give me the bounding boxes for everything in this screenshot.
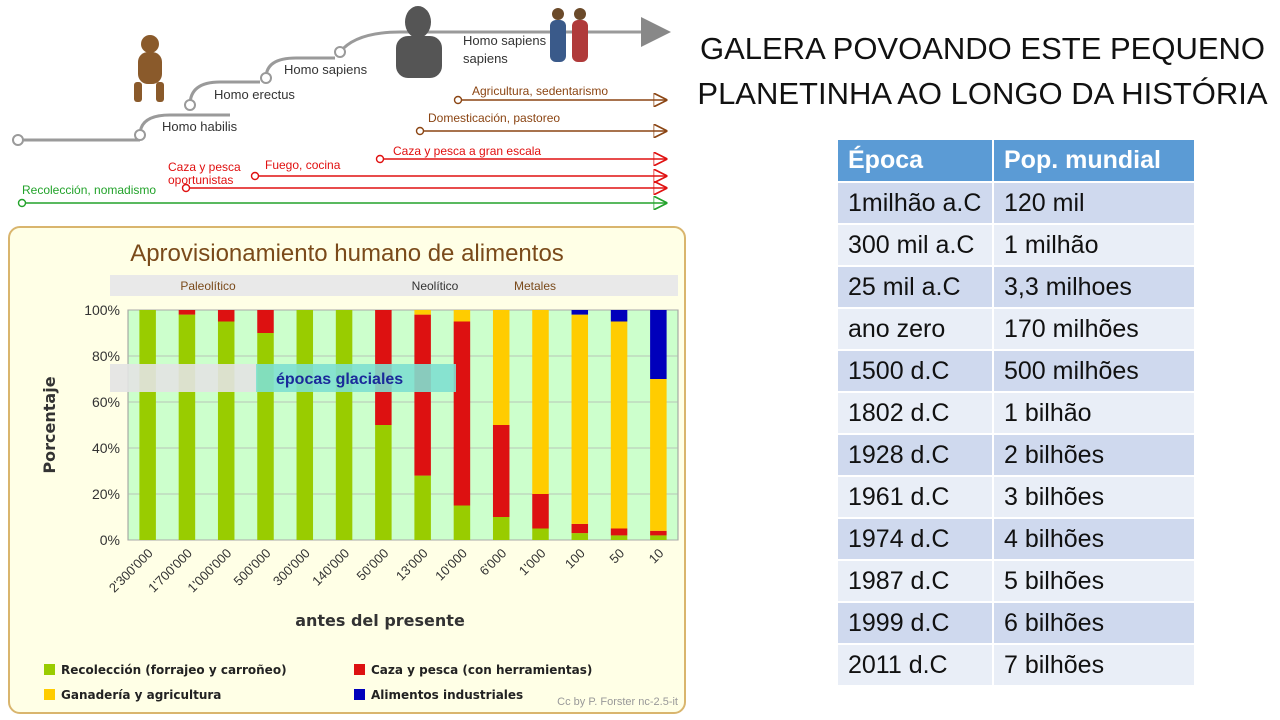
table-cell-population: 3 bilhões <box>993 476 1195 518</box>
slide-title-line: GALERA POVOANDO ESTE PEQUENO <box>699 31 1266 66</box>
bar-segment <box>493 517 510 540</box>
bar-segment <box>611 529 628 536</box>
activity-label: Fuego, cocina <box>265 158 341 172</box>
slide-title-line: PLANETINHA AO LONGO DA HISTÓRIA <box>697 76 1268 111</box>
x-tick-label: 300'000 <box>269 545 313 589</box>
food-supply-chart <box>8 226 686 714</box>
period-label: Paleolítico <box>180 279 236 293</box>
bar-segment <box>454 310 471 322</box>
bar-segment <box>572 524 589 533</box>
table-row <box>837 308 1195 350</box>
legend-label: Recolección (forrajeo y carroñeo) <box>61 663 287 677</box>
legend-label: Ganadería y agricultura <box>61 688 222 702</box>
table-row <box>837 476 1195 518</box>
bar-segment <box>611 310 628 322</box>
bar-segment <box>650 535 667 540</box>
species-label: Homo habilis <box>162 119 238 134</box>
activity-start-node <box>417 128 424 135</box>
table-row <box>837 602 1195 644</box>
table-cell-epoch: 1974 d.C <box>837 518 993 560</box>
bar-segment <box>454 322 471 506</box>
bar-segment <box>572 310 589 315</box>
legend-swatch <box>44 664 55 675</box>
evolution-timeline <box>0 0 690 220</box>
bar-segment <box>611 535 628 540</box>
x-tick-label: 1'000 <box>515 545 549 579</box>
table-cell-population: 7 bilhões <box>993 644 1195 686</box>
table-row <box>837 350 1195 392</box>
population-table <box>836 138 1196 687</box>
x-tick-label: 1'700'000 <box>145 545 196 596</box>
x-tick-label: 10 <box>645 545 667 567</box>
slide-title <box>690 26 1275 116</box>
bar-segment <box>650 310 667 379</box>
activity-label: Domesticación, pastoreo <box>428 111 561 125</box>
table-cell-population: 2 bilhões <box>993 434 1195 476</box>
bar-segment <box>336 310 353 540</box>
table-row <box>837 560 1195 602</box>
activity-start-node <box>377 156 384 163</box>
species-label: sapiens <box>463 51 508 66</box>
table-cell-epoch: 300 mil a.C <box>837 224 993 266</box>
table-cell-epoch: 2011 d.C <box>837 644 993 686</box>
bar-segment <box>650 531 667 536</box>
bar-segment <box>414 476 431 540</box>
timeline-node <box>261 73 271 83</box>
bar-segment <box>414 310 431 315</box>
activity-label: Recolección, nomadismo <box>22 183 157 197</box>
bar-segment <box>572 315 589 524</box>
bar-segment <box>218 310 235 322</box>
table-cell-epoch: 25 mil a.C <box>837 266 993 308</box>
bar-segment <box>139 310 156 540</box>
table-cell-population: 1 milhão <box>993 224 1195 266</box>
table-cell-epoch: 1928 d.C <box>837 434 993 476</box>
legend-label: Caza y pesca (con herramientas) <box>371 663 593 677</box>
table-cell-epoch: 1802 d.C <box>837 392 993 434</box>
period-label: Metales <box>513 279 557 293</box>
table-cell-epoch: 1961 d.C <box>837 476 993 518</box>
table-cell-population: 5 bilhões <box>993 560 1195 602</box>
chart-credit: Cc by P. Forster nc-2.5-it <box>557 696 678 708</box>
x-tick-label: 50'000 <box>353 545 392 584</box>
table-header-epoch: Época <box>837 139 993 182</box>
table-cell-epoch: 1999 d.C <box>837 602 993 644</box>
homo-sapiens-portrait <box>396 6 442 78</box>
x-tick-label: 1'000'000 <box>184 545 235 596</box>
couple-illustration <box>550 8 588 62</box>
y-tick-label: 80% <box>91 348 120 364</box>
bar-segment <box>532 310 549 494</box>
x-tick-label: 10'000 <box>432 545 471 584</box>
bar-segment <box>650 379 667 531</box>
table-cell-population: 120 mil <box>993 182 1195 224</box>
timeline-node <box>13 135 23 145</box>
table-cell-epoch: ano zero <box>837 308 993 350</box>
x-tick-label: 50 <box>606 545 628 567</box>
table-cell-population: 6 bilhões <box>993 602 1195 644</box>
activity-start-node <box>19 200 26 207</box>
legend-swatch <box>354 664 365 675</box>
x-tick-label: 6'000 <box>476 545 510 579</box>
y-tick-label: 100% <box>84 302 120 318</box>
table-row <box>837 224 1195 266</box>
table-cell-epoch: 1500 d.C <box>837 350 993 392</box>
table-row <box>837 266 1195 308</box>
bar-segment <box>493 425 510 517</box>
glacial-band <box>110 364 256 392</box>
table-header-row <box>837 139 1195 182</box>
period-label: Neolítico <box>411 279 459 293</box>
timeline-node <box>135 130 145 140</box>
bar-segment <box>572 533 589 540</box>
x-tick-label: 2'300'000 <box>105 545 156 596</box>
table-row <box>837 518 1195 560</box>
x-tick-label: 500'000 <box>230 545 274 589</box>
activity-start-node <box>252 173 259 180</box>
table-row <box>837 644 1195 686</box>
bar-segment <box>532 529 549 541</box>
x-tick-label: 13'000 <box>392 545 431 584</box>
hominid-illustration <box>134 35 164 102</box>
legend-label: Alimentos industriales <box>371 688 524 702</box>
table-cell-epoch: 1milhão a.C <box>837 182 993 224</box>
x-tick-label: 140'000 <box>309 545 353 589</box>
x-tick-label: 100 <box>561 545 588 572</box>
bar-segment <box>375 425 392 540</box>
glacial-annotation: épocas glaciales <box>276 371 404 388</box>
y-tick-label: 40% <box>91 440 120 456</box>
bar-segment <box>414 315 431 476</box>
species-label: Homo erectus <box>214 87 295 102</box>
table-cell-population: 3,3 milhoes <box>993 266 1195 308</box>
bar-segment <box>297 310 314 540</box>
bar-segment <box>611 322 628 529</box>
activity-label: oportunistas <box>168 173 234 187</box>
bar-segment <box>179 315 196 540</box>
activity-label: Caza y pesca <box>168 160 241 174</box>
timeline-node <box>335 47 345 57</box>
table-cell-population: 500 milhões <box>993 350 1195 392</box>
table-cell-population: 170 milhões <box>993 308 1195 350</box>
y-axis-label: Porcentaje <box>40 376 59 474</box>
plot-area <box>128 310 678 540</box>
bar-segment <box>493 310 510 425</box>
y-tick-label: 60% <box>91 394 120 410</box>
table-header-population: Pop. mundial <box>993 139 1195 182</box>
legend-swatch <box>44 689 55 700</box>
bar-segment <box>218 322 235 541</box>
legend-swatch <box>354 689 365 700</box>
bar-segment <box>454 506 471 541</box>
bar-segment <box>257 310 274 333</box>
x-axis-label: antes del presente <box>295 611 465 630</box>
table-cell-population: 1 bilhão <box>993 392 1195 434</box>
table-row <box>837 182 1195 224</box>
activity-label: Caza y pesca a gran escala <box>393 144 542 158</box>
table-row <box>837 434 1195 476</box>
activity-label: Agricultura, sedentarismo <box>472 84 609 98</box>
food-supply-chart-svg <box>10 228 684 712</box>
table-cell-population: 4 bilhões <box>993 518 1195 560</box>
species-label: Homo sapiens <box>463 33 547 48</box>
y-tick-label: 20% <box>91 486 120 502</box>
species-label: Homo sapiens <box>284 62 368 77</box>
chart-title: Aprovisionamiento humano de alimentos <box>130 240 564 267</box>
table-cell-epoch: 1987 d.C <box>837 560 993 602</box>
table-row <box>837 392 1195 434</box>
y-tick-label: 0% <box>99 532 120 548</box>
timeline-node <box>185 100 195 110</box>
bar-segment <box>179 310 196 315</box>
activity-start-node <box>455 97 462 104</box>
bar-segment <box>532 494 549 529</box>
